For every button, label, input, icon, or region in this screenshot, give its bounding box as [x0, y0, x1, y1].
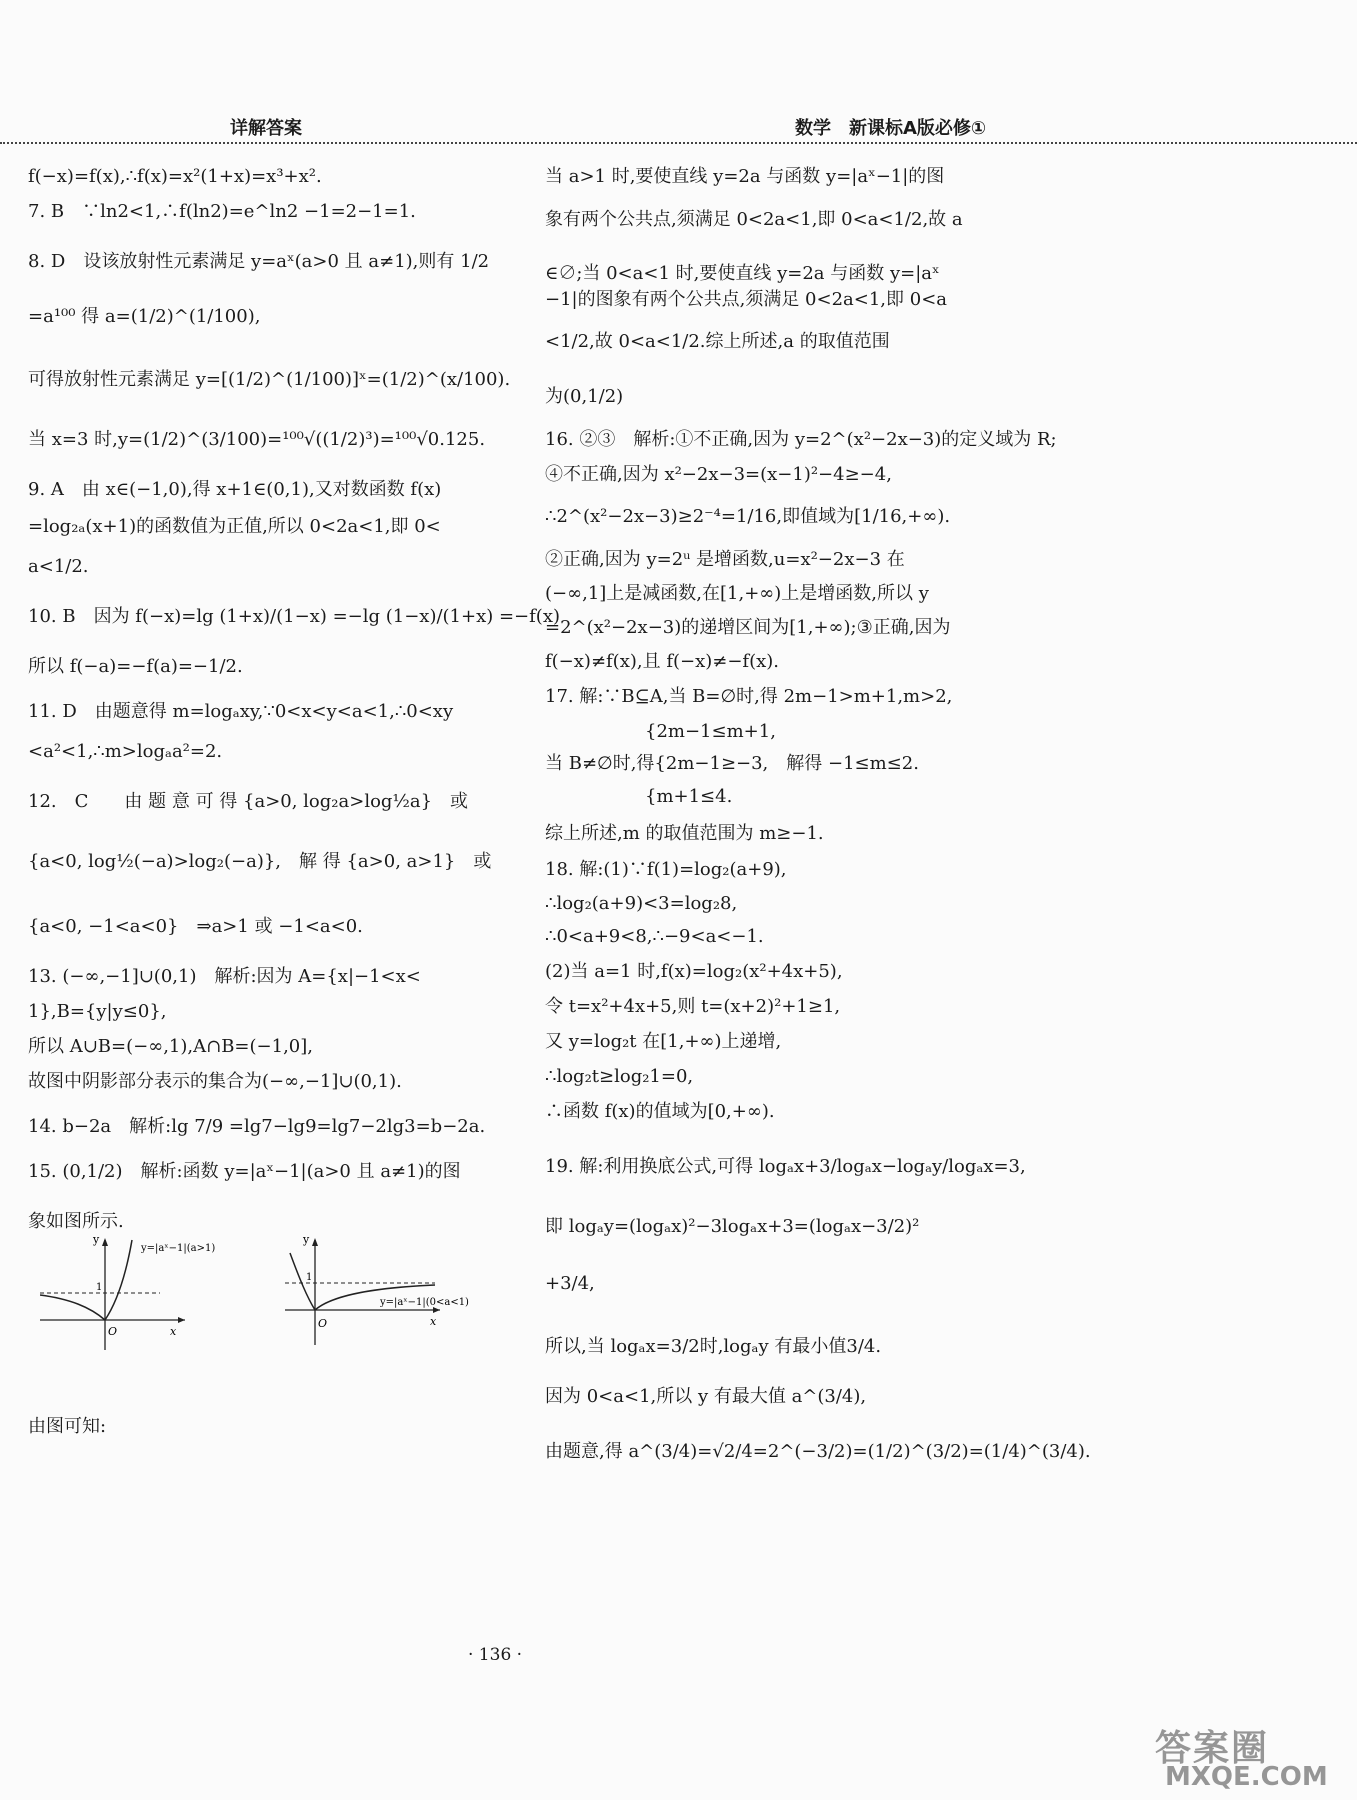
answer-line: f(−x)=f(x),∴f(x)=x²(1+x)=x³+x². — [28, 166, 322, 187]
answer-line: ∈∅;当 0<a<1 时,要使直线 y=2a 与函数 y=|aˣ — [545, 263, 940, 284]
answer-line: 17. 解:∵B⊆A,当 B=∅时,得 2m−1>m+1,m>2, — [545, 686, 953, 707]
answer-line: 10. B 因为 f(−x)=lg (1+x)/(1−x) =−lg (1−x)/(1+x) =−f(x) — [28, 606, 561, 627]
answer-line: −1|的图象有两个公共点,须满足 0<2a<1,即 0<a — [545, 289, 948, 310]
watermark-text: 答案圈 — [1155, 1728, 1270, 1769]
answer-line: f(−x)≠f(x),且 f(−x)≠−f(x). — [545, 651, 780, 672]
answer-line: 故图中阴影部分表示的集合为(−∞,−1]∪(0,1). — [28, 1071, 402, 1092]
answer-line: 所以,当 logₐx=3/2时,logₐy 有最小值3/4. — [545, 1336, 882, 1357]
curve-label: y=|aˣ−1|(a>1) — [141, 1243, 216, 1254]
answer-line: <1/2,故 0<a<1/2.综上所述,a 的取值范围 — [545, 331, 890, 352]
answer-line: {2m−1≤m+1, — [645, 721, 776, 742]
answer-line: 可得放射性元素满足 y=[(1/2)^(1/100)]ˣ=(1/2)^(x/100). — [28, 369, 511, 390]
answer-line: 16. ②③ 解析:①不正确,因为 y=2^(x²−2x−3)的定义域为 R; — [545, 429, 1057, 450]
origin-label: O — [108, 1325, 118, 1338]
tick-label: 1 — [96, 1282, 103, 1293]
answer-line: 19. 解:利用换底公式,可得 logₐx+3/logₐx−logₐy/logₐx=3, — [545, 1156, 1026, 1177]
origin-label: O — [318, 1317, 328, 1330]
answer-line: a<1/2. — [28, 556, 89, 577]
answer-line: 即 logₐy=(logₐx)²−3logₐx+3=(logₐx−3/2)² — [545, 1216, 920, 1237]
answer-line: ④不正确,因为 x²−2x−3=(x−1)²−4≥−4, — [545, 464, 892, 485]
answer-line: 综上所述,m 的取值范围为 m≥−1. — [545, 823, 824, 844]
answer-line: 当 B≠∅时,得{2m−1≥−3, 解得 −1≤m≤2. — [545, 753, 919, 774]
answer-line: =log₂ₐ(x+1)的函数值为正值,所以 0<2a<1,即 0< — [28, 516, 441, 537]
answer-line: 18. 解:(1)∵f(1)=log₂(a+9), — [545, 859, 787, 880]
answer-line: 象有两个公共点,须满足 0<2a<1,即 0<a<1/2,故 a — [545, 209, 963, 230]
graph-a-between-0-and-1 — [285, 1235, 495, 1355]
answer-line: 1},B={y|y≤0}, — [28, 1001, 167, 1022]
answer-line: {m+1≤4. — [645, 786, 733, 807]
answer-line: ∴函数 f(x)的值域为[0,+∞). — [545, 1101, 775, 1122]
header-section-title: 详解答案 — [230, 118, 302, 139]
answer-line: (2)当 a=1 时,f(x)=log₂(x²+4x+5), — [545, 961, 843, 982]
watermark-logo — [1155, 1720, 1345, 1795]
y-axis-arrow-icon — [312, 1238, 318, 1246]
answer-line: 当 a>1 时,要使直线 y=2a 与函数 y=|aˣ−1|的图 — [545, 166, 945, 187]
answer-line: 当 x=3 时,y=(1/2)^(3/100)=¹⁰⁰√((1/2)³)=¹⁰⁰√0.125. — [28, 429, 486, 450]
x-label: x — [430, 1315, 437, 1328]
header-subject: 数学 新课标A版必修① — [795, 118, 987, 139]
x-axis-arrow-icon — [178, 1317, 185, 1323]
answer-line: +3/4, — [545, 1273, 595, 1294]
answer-line: 13. (−∞,−1]∪(0,1) 解析:因为 A={x|−1<x< — [28, 966, 421, 987]
answer-line: ②正确,因为 y=2ᵘ 是增函数,u=x²−2x−3 在 — [545, 549, 905, 570]
page-header — [0, 108, 1357, 144]
answer-line: 象如图所示. — [28, 1211, 124, 1232]
tick-label: 1 — [306, 1272, 313, 1283]
answer-line: ∴log₂(a+9)<3=log₂8, — [545, 893, 738, 914]
answer-line: =2^(x²−2x−3)的递增区间为[1,+∞);③正确,因为 — [545, 617, 951, 638]
answer-line: {a<0, −1<a<0} ⇒a>1 或 −1<a<0. — [28, 916, 363, 937]
answer-line: 为(0,1/2) — [545, 386, 624, 407]
answer-line: {a<0, log½(−a)>log₂(−a)}, 解 得 {a>0, a>1} 或 — [28, 851, 492, 872]
answer-line: =a¹⁰⁰ 得 a=(1/2)^(1/100), — [28, 306, 261, 327]
y-label: y — [93, 1235, 100, 1246]
answer-line: 12. C 由 题 意 可 得 {a>0, log₂a>log½a} 或 — [28, 791, 469, 812]
answer-line: ∴2^(x²−2x−3)≥2⁻⁴=1/16,即值域为[1/16,+∞). — [545, 506, 951, 527]
answer-line: 因为 0<a<1,所以 y 有最大值 a^(3/4), — [545, 1386, 867, 1407]
answer-line: 由图可知: — [28, 1416, 107, 1437]
answer-line: 8. D 设该放射性元素满足 y=aˣ(a>0 且 a≠1),则有 1/2 — [28, 251, 490, 272]
answer-line: 由题意,得 a^(3/4)=√2/4=2^(−3/2)=(1/2)^(3/2)=(1/4)^(3/4). — [545, 1441, 1091, 1462]
graph-a-greater-than-1 — [40, 1235, 240, 1355]
y-label: y — [303, 1235, 310, 1246]
answer-line: 所以 A∪B=(−∞,1),A∩B=(−1,0], — [28, 1036, 313, 1057]
answer-line: ∴log₂t≥log₂1=0, — [545, 1066, 694, 1087]
watermark-url: MXQE.COM — [1165, 1762, 1328, 1792]
page-number: · 136 · — [468, 1645, 523, 1665]
curve — [40, 1240, 132, 1320]
answer-line: 7. B ∵ln2<1,∴f(ln2)=e^ln2 −1=2−1=1. — [28, 201, 416, 222]
x-label: x — [170, 1325, 177, 1338]
answer-line: 9. A 由 x∈(−1,0),得 x+1∈(0,1),又对数函数 f(x) — [28, 479, 442, 500]
answer-line: 所以 f(−a)=−f(a)=−1/2. — [28, 656, 243, 677]
y-axis-arrow-icon — [102, 1238, 108, 1246]
answer-line: 15. (0,1/2) 解析:函数 y=|aˣ−1|(a>0 且 a≠1)的图 — [28, 1161, 461, 1182]
answer-line: (−∞,1]上是减函数,在[1,+∞)上是增函数,所以 y — [545, 583, 929, 604]
answer-line: 又 y=log₂t 在[1,+∞)上递增, — [545, 1031, 782, 1052]
answer-line: <a²<1,∴m>logₐa²=2. — [28, 741, 223, 762]
answer-line: 14. b−2a 解析:lg 7/9 =lg7−lg9=lg7−2lg3=b−2a. — [28, 1116, 486, 1137]
answer-line: ∴0<a+9<8,∴−9<a<−1. — [545, 926, 764, 947]
curve-label: y=|aˣ−1|(0<a<1) — [380, 1297, 469, 1308]
answer-line: 11. D 由题意得 m=logₐxy,∵0<x<y<a<1,∴0<xy — [28, 701, 454, 722]
answer-line: 令 t=x²+4x+5,则 t=(x+2)²+1≥1, — [545, 996, 841, 1017]
